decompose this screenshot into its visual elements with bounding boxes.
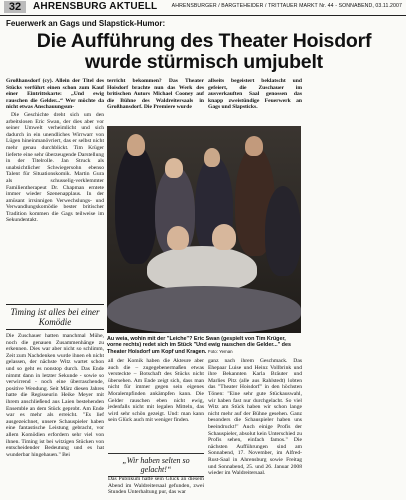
caption-text: Au weia, wohin mit der "Leiche"? Eric Swan (gespielt von Tim Krüger, vorne rechts) redet sich im Stück "Und ewig rauschen die Gelder..." des Theater Hoisdorf um Kopf und Kragen. bbox=[107, 336, 291, 355]
column-1-top bbox=[6, 78, 104, 225]
photo-face bbox=[212, 224, 236, 250]
headline bbox=[6, 31, 402, 73]
issue-meta: AHRENSBURGER / BARGTEHEIDER / TRITTAUER MARKT Nr. 44 - SONNABEND, 03.11.2007 bbox=[171, 3, 402, 9]
body-paragraph: Die Zuschauer hatten manchmal Mühe, noch die genauen Zusammenhänge zu erkennen. Dies war aber nicht so schlimm, Zeit zum Nachdenken wurde ihnen eh nicht gelassen, der nächste Witz wartet schon und so geht es nonstop durch. Das Ende nimmt dann in letzter Sekunde - sowie so verwirrend - noch eine überraschende, positive Wendung. Seit März diesen Jahres hatte die Regisseurin Heike Meyer mit ihrem anschließend aus Laien bestehenden Ensemble an dem Stück geprobt. Am Ende war es mehr als erreicht. "Es lief ausgezeichnet, unsere Schauspieler haben eine fantastische Leistung gebracht, vor allem Komödien erfordern sehr viel von ihnen. Timing ist bei witzigen Stücken von entscheidender Bedeutung und es hat wunderbar hingehauen." Bei bbox=[6, 333, 104, 458]
headline-line-2: wurde stürmisch umjubelt bbox=[85, 51, 323, 73]
body-paragraph: Die Geschichte dreht sich um den arbeitslosen Eric Swan, der dies aber vor seiner Umwelt verheimlicht und sich dadurch in ein unendliches Wirrwarr von Lügen hineinmanövriert, das er selbst nicht mehr genau durchblickt. Tim Krüger lieferte eine sehr überzeugende Darstellung in der Titelrolle. Jan Struck als unabsichtlicher Schwiegersohn ebenso Talent für Situationskomik. Martin Gura als schusselig-verklemmter Familientherapeut Dr. Chapman erntete immer wieder Szenenapplaus. In der amüsant irrsinnigen Verwechslungs- und Verwandlungskomödie bester britischer Tradition kommen die Gags teilweise im Sekundentakt. bbox=[6, 111, 104, 224]
lead-paragraph-end: allseits begeistert beklatscht und gefeiert, die Zuschauer im ausverkauften Saal genossen das knapp zweistündige Feuerwerk an Gags und Slapsticks. bbox=[208, 78, 302, 111]
page-number: 32 bbox=[4, 1, 26, 13]
column-1-bottom bbox=[6, 333, 104, 459]
body-paragraph: Das Publikum hatte sein Glück an diesem Abend im Waldreitersaal gefunden, zwei Stunden Unterhaltung pur, das war bbox=[108, 476, 204, 496]
column-2-bottom bbox=[108, 358, 204, 425]
section-title: AHRENSBURG AKTUELL bbox=[33, 1, 158, 12]
column-3-top bbox=[208, 78, 302, 112]
article-kicker: Feuerwerk an Gags und Slapstick-Humor: bbox=[6, 19, 166, 28]
photo-credit: Foto: Yeman bbox=[207, 348, 233, 354]
photo-shirt bbox=[147, 246, 257, 291]
photo-face bbox=[165, 158, 183, 178]
column-3-bottom bbox=[208, 358, 302, 478]
column-2-top bbox=[107, 78, 204, 112]
photo-face bbox=[204, 148, 220, 167]
article-photo bbox=[107, 126, 301, 333]
subheading: Timing ist alles bei einer Komödie bbox=[6, 304, 104, 330]
body-paragraph: ganz nach ihrem Geschmack. Das Ehepaar Luise und Heinz Vollbrink und ihre Bekannten Karla Bräuter und Marlies Pitz (alle aus Rahlstedt) lobten das "Theater Hoisdorf" in den höchsten Tönen: "Eine sehr gute Stückauswahl, wir haben fast nur durchgelacht. So viel Witz am Stück haben wir schon lange nicht mehr auf der Bühne gesehen. Ganz besonders die Schauspieler haben uns beeindruckt!" Auch einige Profis der Schauspieler, absolut kein Unterschied zu Profis sehen, einfach famos." Die nächsten Aufführungen sind am Sonnabend, 17. November, im Alfred-Rust-Saal in Ahrensburg sowie Freitag und Sonnabend, 25. und 26. Januar 2008 wieder im Waldreitersaal. bbox=[208, 358, 302, 477]
column-2-end bbox=[108, 476, 204, 497]
photo-face bbox=[127, 134, 145, 156]
lead-paragraph-cont: terricht bekommen? Das Theater Hoisdorf brachte nun das Werk des britischen Autors Michael Cooney auf die Bühne des Waldreitersaals in Großhansdorf. Die Premiere wurde bbox=[107, 78, 204, 111]
headline-line-1: Die Aufführung des Theater Hoisdorf bbox=[36, 30, 372, 52]
photo-foreground bbox=[107, 286, 301, 333]
photo-face bbox=[167, 226, 189, 250]
page-header bbox=[0, 0, 406, 16]
photo-figure bbox=[265, 186, 301, 276]
photo-face bbox=[245, 136, 263, 156]
body-paragraph: all der Komik haben die Akteure aber auch die – zugegebenermaßen etwas versteckte – Botschaft des Stücks nicht übersehen. Am Ende zeigt sich, dass man nicht für immer gegen sein eigenes Moralempfinden ankämpfen kann. Die Gelder rauschen eben nicht ewig, jedenfalls nicht mit legalen Mitteln, das wird sehr schön gezeigt. Und: man kann sein Glück auch mit weniger finden. bbox=[108, 358, 204, 424]
photo-caption bbox=[107, 336, 301, 355]
lead-paragraph: Großhansdorf (cy). Allein der Titel des Stücks verführt einen schon zum Kauf einer Eintrittskarte: „Und ewig rauschen die Gelder...“ Wer möchte da nicht etwas Anschauungsun- bbox=[6, 78, 104, 111]
photo-figure bbox=[115, 144, 157, 264]
pull-quote: „Wir haben selten so gelacht!“ bbox=[108, 453, 204, 477]
